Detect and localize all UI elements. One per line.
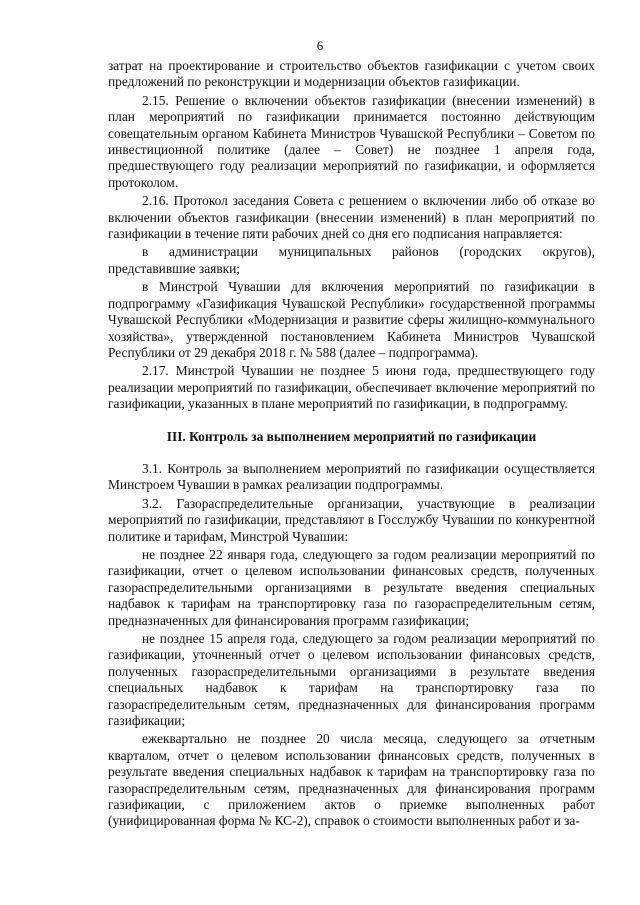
document-body [108, 58, 595, 832]
paragraph-list-item-minstroy: в Минстрой Чувашии для включения мероприятий по газификации в подпрограмму «Газификация Чувашской Республики» государственной программы Чувашской Республики «Модернизация и развитие сферы жилищно-коммунального хозяйства», утвержденной постановлением Кабинета Министров Чувашской Республики от 29 декабря 2018 г. № 588 (далее – подпрограмма). [108, 279, 595, 360]
paragraph-2-17: 2.17. Минстрой Чувашии не позднее 5 июня года, предшествующего году реализации мероприятий по газификации, обеспечивает включение мероприятий по газификации, указанных в плане мероприятий по газификации, в подпрограмму. [108, 363, 595, 412]
paragraph-3-2: 3.2. Газораспределительные организации, участвующие в реализации мероприятий по газификации, представляют в Госслужбу Чувашии по конкурентной политике и тарифам, Минстрой Чувашии: [108, 495, 595, 544]
section-heading: III. Контроль за выполнением мероприятий по газификации [166, 428, 537, 444]
paragraph-2-16: 2.16. Протокол заседания Совета с решением о включении либо об отказе во включении объектов газификации (внесении изменений) в план мероприятий по газификации в течение пяти рабочих дней со дня его подписания направляется: [108, 193, 595, 242]
page-number: 6 [316, 38, 324, 53]
paragraph-3-1: 3.1. Контроль за выполнением мероприятий по газификации осуществляется Минстроем Чувашии в рамках реализации подпрограммы. [108, 460, 595, 493]
paragraph-list-item-administrations: в администрации муниципальных районов (городских округов), представившие заявки; [108, 244, 595, 276]
paragraph-report-april: не позднее 15 апреля года, следующего за годом реализации мероприятий по газификации, уточненный отчет о целевом использовании финансовых средств, полученных газораспределительными организациями в результате введения специальных надбавок к тарифам на транспортировку газа по газораспределительным сетям, предназначенных для финансирования программ газификации; [108, 631, 595, 729]
paragraph-report-january: не позднее 22 января года, следующего за годом реализации мероприятий по газификации, отчет о целевом использовании финансовых средств, полученных газораспределительными организациями в результате введения специальных надбавок к тарифам на транспортировку газа по газораспределительным сетям, предназначенных для финансирования программ газификации; [108, 546, 595, 628]
paragraph-report-quarterly: ежеквартально не позднее 20 числа месяца, следующего за отчетным кварталом, отчет о целевом использовании финансовых средств, полученных в результате введения специальных надбавок к тарифам на транспортировку газа по газораспределительным сетям, предназначенных для финансирования программ газификации, с приложением актов о приемке выполненных работ (унифицированная форма № КС-2), справок о стоимости выполненных работ и за- [108, 731, 595, 829]
paragraph-2-15: 2.15. Решение о включении объектов газификации (внесении изменений) в план мероприятий по газификации принимается постоянно действующим совещательным органом Кабинета Министров Чувашской Республики – Советом по инвестиционной политике (далее – Совет) не позднее 1 апреля года, предшествующего году реализации мероприятий по газификации, и оформляется протоколом. [108, 92, 595, 190]
paragraph-continuation: затрат на проектирование и строительство объектов газификации с учетом своих предложений по реконструкции и модернизации объектов газификации. [108, 58, 595, 90]
